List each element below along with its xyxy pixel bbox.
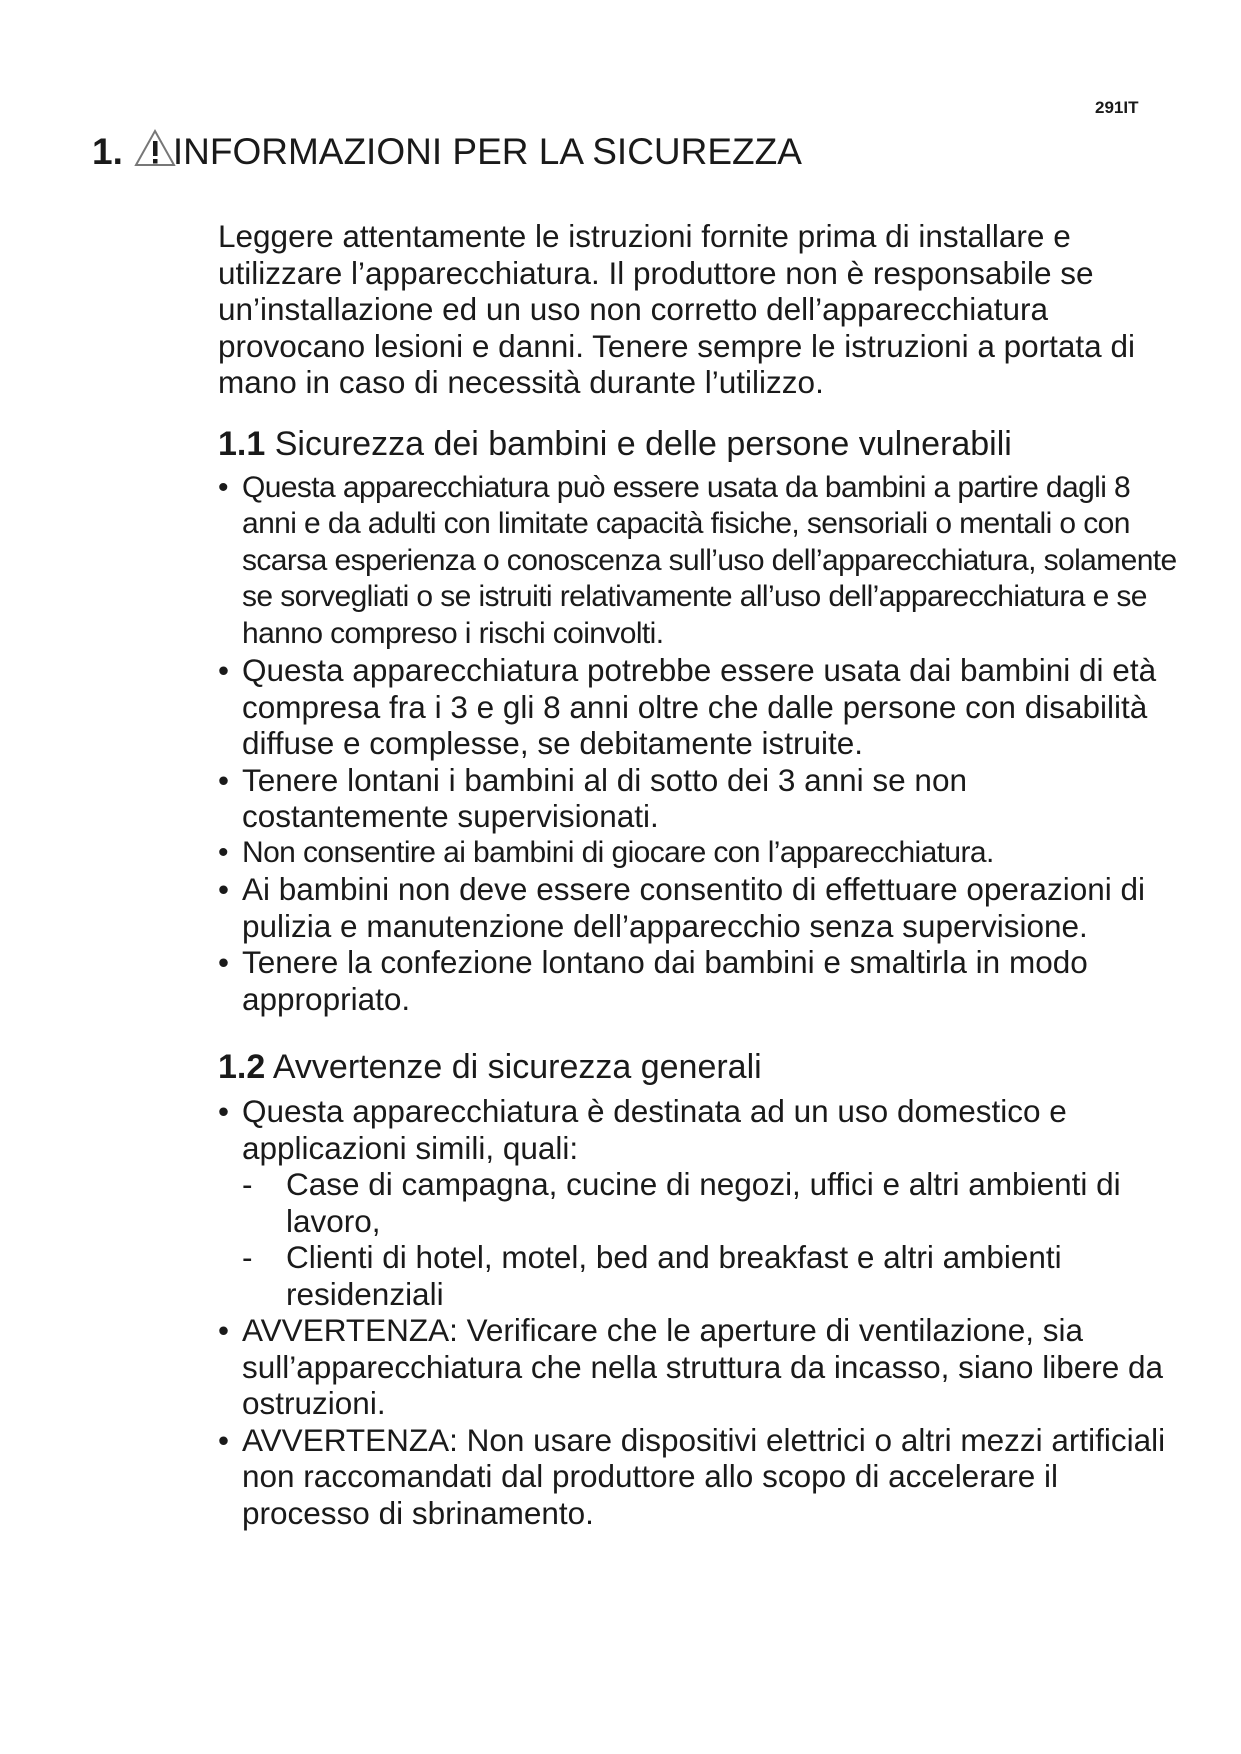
- section-1-number: 1.1: [218, 424, 266, 463]
- bullet-icon: •: [218, 470, 228, 504]
- bullet-icon: •: [218, 835, 228, 869]
- section-2-heading: [218, 1047, 1178, 1087]
- bullet-icon: •: [218, 652, 230, 688]
- bullet-icon: •: [218, 1093, 230, 1129]
- chapter-number: 1.: [92, 131, 123, 172]
- chapter-title-text: INFORMAZIONI PER LA SICUREZZA: [172, 131, 802, 172]
- list-item: [218, 1093, 1178, 1312]
- intro-paragraph: Leggere attentamente le istruzioni fornite prima di installare e utilizzare l’apparecchiatura. Il produttore non è responsabile se un’installazione ed un uso non corretto dell’apparecchiatura provocano lesioni e danni. Tenere sempre le istruzioni a portata di mano in caso di necessità durante l’utilizzo.: [218, 218, 1135, 400]
- section-2-number: 1.2: [218, 1048, 266, 1086]
- list-item: [218, 871, 1178, 944]
- section-1-heading: [218, 424, 1178, 464]
- warning-triangle-icon: [133, 128, 177, 178]
- section-2-title: Avvertenze di sicurezza generali: [272, 1048, 762, 1086]
- list-item: [218, 1422, 1178, 1532]
- list-item-text: AVVERTENZA: Non usare dispositivi elettrici o altri mezzi artificiali non raccomandati dal produttore allo scopo di accelerare il processo di sbrinamento.: [242, 1421, 1166, 1531]
- bullet-icon: •: [218, 1421, 230, 1458]
- bullet-icon: •: [218, 944, 230, 980]
- bullet-icon: •: [218, 1312, 230, 1348]
- list-item: [218, 652, 1178, 762]
- section-1-title: Sicurezza dei bambini e delle persone vulnerabili: [274, 424, 1012, 463]
- sub-list-item-text: Case di campagna, cucine di negozi, uffici e altri ambienti di lavoro,: [286, 1166, 1121, 1239]
- list-item-text: Questa apparecchiatura potrebbe essere usata dai bambini di età compresa fra i 3 e gli 8 anni oltre che dalle persone con disabilità diffuse e complesse, se debitamente istruite.: [242, 652, 1157, 761]
- bullet-icon: •: [218, 871, 230, 907]
- list-item: [218, 944, 1178, 1017]
- page-number: 291IT: [1095, 98, 1139, 117]
- list-item-text: AVVERTENZA: Verificare che le aperture di ventilazione, sia sull’apparecchiatura che nella struttura da incasso, siano libere da ostruzioni.: [242, 1312, 1164, 1421]
- list-item-text: Ai bambini non deve essere consentito di effettuare operazioni di pulizia e manutenzione dell’apparecchio senza supervisione.: [242, 871, 1145, 944]
- list-item-text: Non consentire ai bambini di giocare con l’apparecchiatura.: [242, 835, 994, 869]
- sub-list-item: [242, 1239, 1178, 1312]
- list-item-text: Tenere la confezione lontano dai bambini e smaltirla in modo appropriato.: [242, 944, 1088, 1017]
- dash-icon: -: [242, 1166, 253, 1202]
- sub-list-item-text: Clienti di hotel, motel, bed and breakfast e altri ambienti residenziali: [286, 1239, 1062, 1312]
- dash-icon: -: [242, 1239, 253, 1275]
- list-item-text: Questa apparecchiatura può essere usata da bambini a partire dagli 8 anni e da adulti con limitate capacità fisiche, sensoriali o mentali o con scarsa esperienza o conoscenza sull’uso dell’apparecchiatura, solamente se sorvegliati o se istruiti relativamente all’uso dell’apparecchiatura e se hanno compreso i rischi coinvolti.: [242, 470, 1177, 650]
- sub-list-item: [242, 1166, 1178, 1239]
- bullet-icon: •: [218, 761, 230, 798]
- section-1-list: [218, 470, 1178, 1018]
- section-2-list: [218, 1093, 1178, 1531]
- chapter-title: [92, 128, 802, 178]
- list-item: [218, 1312, 1178, 1422]
- list-item: [218, 762, 1178, 835]
- list-item-text: Tenere lontani i bambini al di sotto dei 3 anni se non costantemente supervisionati.: [242, 761, 967, 834]
- list-item-text: Questa apparecchiatura è destinata ad un uso domestico e applicazioni simili, quali:: [242, 1093, 1067, 1166]
- list-item: [218, 835, 1178, 872]
- main-content: [218, 218, 1178, 1531]
- list-item: [218, 470, 1178, 653]
- sub-list: [242, 1166, 1178, 1312]
